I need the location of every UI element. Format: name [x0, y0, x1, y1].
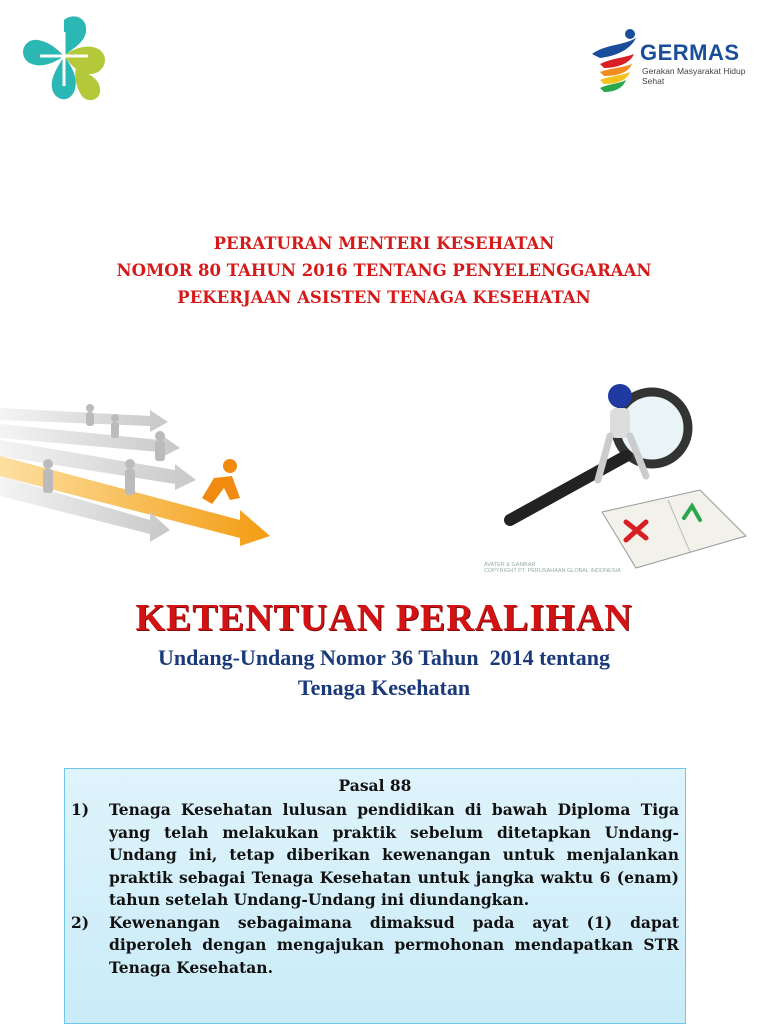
pasal-item-text: Kewenangan sebagaimana dimaksud pada ayat (1) dapat diperoleh dengan mengajukan permohonan mendapatkan STR Tenaga Kesehatan. — [109, 912, 679, 977]
pasal-item-number: 2) — [71, 912, 90, 932]
pasal-item — [71, 912, 679, 980]
law-subheading — [0, 643, 768, 703]
law-subheading-line1: Undang-Undang Nomor 36 Tahun 2014 tentang — [158, 645, 610, 670]
regulation-title — [0, 230, 768, 311]
germas-tagline: Gerakan Masyarakat Hidup Sehat — [642, 66, 746, 86]
image-watermark: AVATER & GAMBAR COPYRIGHT PT. PERUSAHAAN GLOBAL INDONESIA — [484, 562, 621, 574]
pasal-item — [71, 799, 679, 912]
regulation-title-line2: NOMOR 80 TAHUN 2016 TENTANG PENYELENGGARAAN — [116, 261, 652, 280]
regulation-title-line1: PERATURAN MENTERI KESEHATAN — [213, 234, 555, 253]
magnifier-checklist-illustration — [470, 372, 768, 577]
pasal-title: Pasal 88 — [338, 776, 412, 795]
law-subheading-line2: Tenaga Kesehatan — [297, 675, 471, 700]
pasal-item-number: 1) — [71, 800, 90, 819]
section-heading: KETENTUAN PERALIHAN — [135, 597, 633, 639]
pasal-item-text: Tenaga Kesehatan lulusan pendidikan di bawah Diploma Tiga yang telah melakukan praktik sebelum ditetapkan Undang-Undang ini, tetap diberikan kewenangan untuk menjalankan praktik sebagai Tenaga Kesehatan untuk jangka waktu 6 (enam) tahun setelah Undang-Undang ini diundangkan. — [109, 800, 679, 909]
pasal-box — [64, 768, 686, 1024]
race-arrows-illustration — [0, 380, 280, 550]
kemenkes-logo — [18, 12, 110, 108]
regulation-title-line3: PEKERJAAN ASISTEN TENAGA KESEHATAN — [177, 288, 591, 307]
germas-brand-text: GERMAS — [640, 40, 740, 65]
